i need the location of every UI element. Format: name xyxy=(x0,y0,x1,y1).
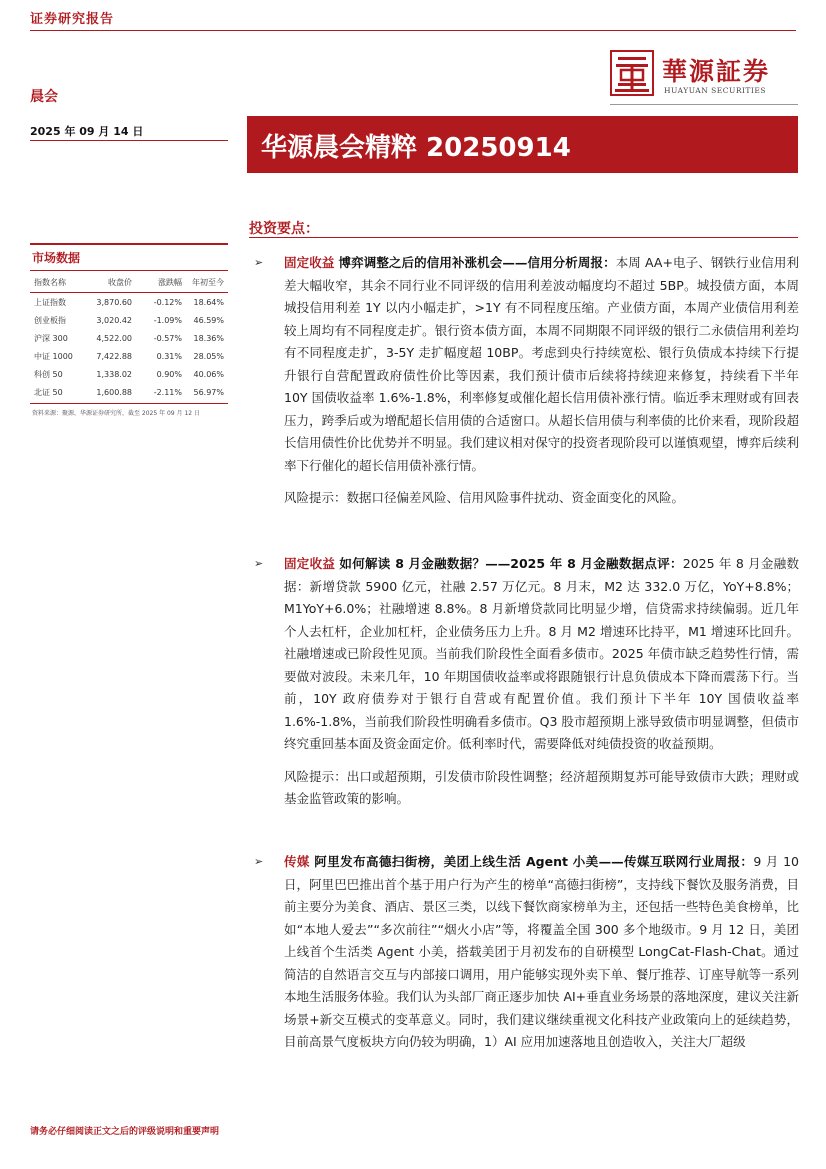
index-name: 沪深 300 xyxy=(34,333,68,343)
close-price: 1,600.88 xyxy=(96,387,132,397)
ytd-pct: 18.64% xyxy=(193,297,224,307)
ytd-pct: 18.36% xyxy=(193,333,224,343)
category-tag: 固定收益 xyxy=(284,556,336,571)
change-pct: 0.31% xyxy=(156,351,182,361)
index-name: 北证 50 xyxy=(34,387,63,397)
logo-seal-icon xyxy=(610,50,654,96)
index-name: 上证指数 xyxy=(34,297,66,307)
arrow-bullet-icon: ➢ xyxy=(254,855,264,868)
ytd-pct: 56.97% xyxy=(193,387,224,397)
index-name: 创业板指 xyxy=(34,315,66,325)
table-row xyxy=(30,347,228,365)
column-header: 收盘价 xyxy=(87,273,133,293)
table-row xyxy=(30,365,228,383)
change-pct: -0.12% xyxy=(153,297,182,307)
risk-warning: 风险提示：出口或超预期，引发债市阶段性调整；经济超预期复苏可能导致债市大跌；理财或基金监管政策的影响。 xyxy=(284,768,799,806)
title-banner xyxy=(247,116,798,173)
close-price: 3,020.42 xyxy=(96,315,132,325)
close-price: 7,422.88 xyxy=(96,351,132,361)
report-type-label: 证券研究报告 xyxy=(30,12,115,27)
market-top-divider xyxy=(30,243,228,245)
market-title-divider xyxy=(30,270,228,271)
key-point-paragraph xyxy=(284,252,799,477)
market-data-source: 资料来源：聚源，华源证券研究所，截至 2025 年 09 月 12 日 xyxy=(32,410,200,417)
table-row xyxy=(30,293,228,312)
key-point-body: 2025 年 8 月金融数据：新增贷款 5900 亿元，社融 2.57 万亿元。8 月末，M2 达 332.0 万亿，YoY+8.8%；M1YoY+6.0%；社融增速 8.8%。8 月新增贷款同比明显少增，信贷需求持续偏弱。近几年个人去杠杆，企业加杠杆，企业债务压力上升。8 月 M2 增速环比持平，M1 增速环比回升。社融增速或已阶段性见顶。当前我们阶段性全面看多债市。2025 年债市缺乏趋势性行情，需要做对波段。未来几年，10 年期国债收益率或将跟随银行计息负债成本下降而震荡下行。当前，10Y 政府债券对于银行自营或有配置价值。我们预计下半年 10Y 国债收益率 1.6%-1.8%，当前我们阶段性明确看多债市。Q3 股市超预期上涨导致债市明显调整，但债市终究重回基本面及资金面定价。低利率时代，需要降低对纯债投资的收益预期。 xyxy=(284,556,799,751)
category-tag: 传媒 xyxy=(284,854,310,869)
table-row xyxy=(30,383,228,401)
key-point-item xyxy=(254,553,799,811)
key-point-headline: 阿里发布高德扫街榜，美团上线生活 Agent 小美——传媒互联网行业周报： xyxy=(314,854,754,869)
logo-english-name: HUAYUAN SECURITIES xyxy=(664,86,767,95)
date-divider xyxy=(30,140,228,141)
close-price: 3,870.60 xyxy=(96,297,132,307)
close-price: 1,338.02 xyxy=(96,369,132,379)
market-bottom-divider xyxy=(30,403,228,404)
market-data-table xyxy=(30,273,228,401)
ytd-pct: 40.06% xyxy=(193,369,224,379)
change-pct: -0.57% xyxy=(153,333,182,343)
change-pct: -2.11% xyxy=(153,387,182,397)
key-point-body: 本周 AA+电子、钢铁行业信用利差大幅收窄，其余不同行业不同评级的信用利差波动幅度均不超过 5BP。城投债方面，本周城投信用利差 1Y 以内小幅走扩，>1Y 有不同程度压缩。产业债方面，本周产业债信用利差较上周均有不同程度走扩。银行资本债方面，本周不同期限不同评级的银行二永债信用利差均有不同程度走扩，3-5Y 走扩幅度超 10BP。考虑到央行持续宽松、银行负债成本持续下行提升银行自营配置政府债性价比等因素，我们预计债市后续将持续迎来修复，持续看下半年 10Y 国债收益率 1.6%-1.8%，利率修复或催化超长信用债补涨行情。临近季末理财或有回表压力，跨季后或为增配超长信用债的合适窗口。从超长信用债与利率债的比价来看，现阶段超长信用债性价比优势并不明显。我们建议相对保守的投资者现阶段可以谨慎观望，博弈后续利率下行催化的超长信用债补涨行情。 xyxy=(284,255,799,473)
ytd-pct: 46.59% xyxy=(193,315,224,325)
logo-chinese-name: 華源証券 xyxy=(662,57,771,86)
change-pct: 0.90% xyxy=(156,369,182,379)
table-row xyxy=(30,329,228,347)
market-data-panel xyxy=(30,243,228,417)
category-tag: 固定收益 xyxy=(284,255,335,270)
arrow-bullet-icon: ➢ xyxy=(254,557,264,570)
report-date: 2025 年 09 月 14 日 xyxy=(30,125,144,138)
company-logo xyxy=(610,50,800,102)
key-points-divider xyxy=(249,237,798,238)
change-pct: -1.09% xyxy=(153,315,182,325)
column-header: 涨跌幅 xyxy=(133,273,183,293)
logo-divider xyxy=(610,104,798,105)
key-point-headline: 如何解读 8 月金融数据？——2025 年 8 月金融数据点评： xyxy=(339,556,683,571)
top-divider xyxy=(30,30,796,31)
table-row xyxy=(30,311,228,329)
key-point-body: 9 月 10 日，阿里巴巴推出首个基于用户行为产生的榜单“高德扫街榜”，支持线下餐饮及服务消费，目前主要分为美食、酒店、景区三类，以线下餐饮商家榜单为主，还包括一些特色美食榜单，比如“本地人爱去”“多次前往”“烟火小店”等，将覆盖全国 300 多个地级市。9 月 12 日，美团上线首个生活类 Agent 小美，搭载美团于月初发布的自研模型 LongCat-Flash-Chat。通过简洁的自然语言交互与内部接口调用，用户能够实现外卖下单、餐厅推荐、订座导航等一系列本地生活服务体验。我们认为头部厂商正逐步加快 AI+垂直业务场景的落地深度，建议关注新场景+新交互模式的变革意义。同时，我们建议继续重视文化科技产业政策向上的延续趋势，目前高景气度板块方向仍较为明确，1）AI 应用加速落地且创造收入，关注大厂超级 xyxy=(284,854,799,1049)
key-point-paragraph xyxy=(284,553,799,756)
ytd-pct: 28.05% xyxy=(193,351,224,361)
close-price: 4,522.00 xyxy=(96,333,132,343)
column-header: 年初至今 xyxy=(183,273,228,293)
index-name: 中证 1000 xyxy=(34,351,73,361)
disclaimer-footer: 请务必仔细阅读正文之后的评级说明和重要声明 xyxy=(30,1127,220,1137)
page-title: 华源晨会精粹 20250914 xyxy=(261,133,571,163)
market-table-header xyxy=(30,273,228,293)
key-point-item xyxy=(254,252,799,510)
key-point-item xyxy=(254,851,799,1054)
key-points-heading: 投资要点： xyxy=(249,221,319,237)
key-point-paragraph xyxy=(284,851,799,1054)
column-header: 指数名称 xyxy=(30,273,87,293)
risk-warning: 风险提示：数据口径偏差风险、信用风险事件扰动、资金面变化的风险。 xyxy=(284,490,685,505)
key-point-headline: 博弈调整之后的信用补涨机会——信用分析周报： xyxy=(338,255,616,270)
index-name: 科创 50 xyxy=(34,369,63,379)
section-label: 晨会 xyxy=(30,89,58,105)
arrow-bullet-icon: ➢ xyxy=(254,256,264,269)
market-data-title: 市场数据 xyxy=(32,251,81,265)
